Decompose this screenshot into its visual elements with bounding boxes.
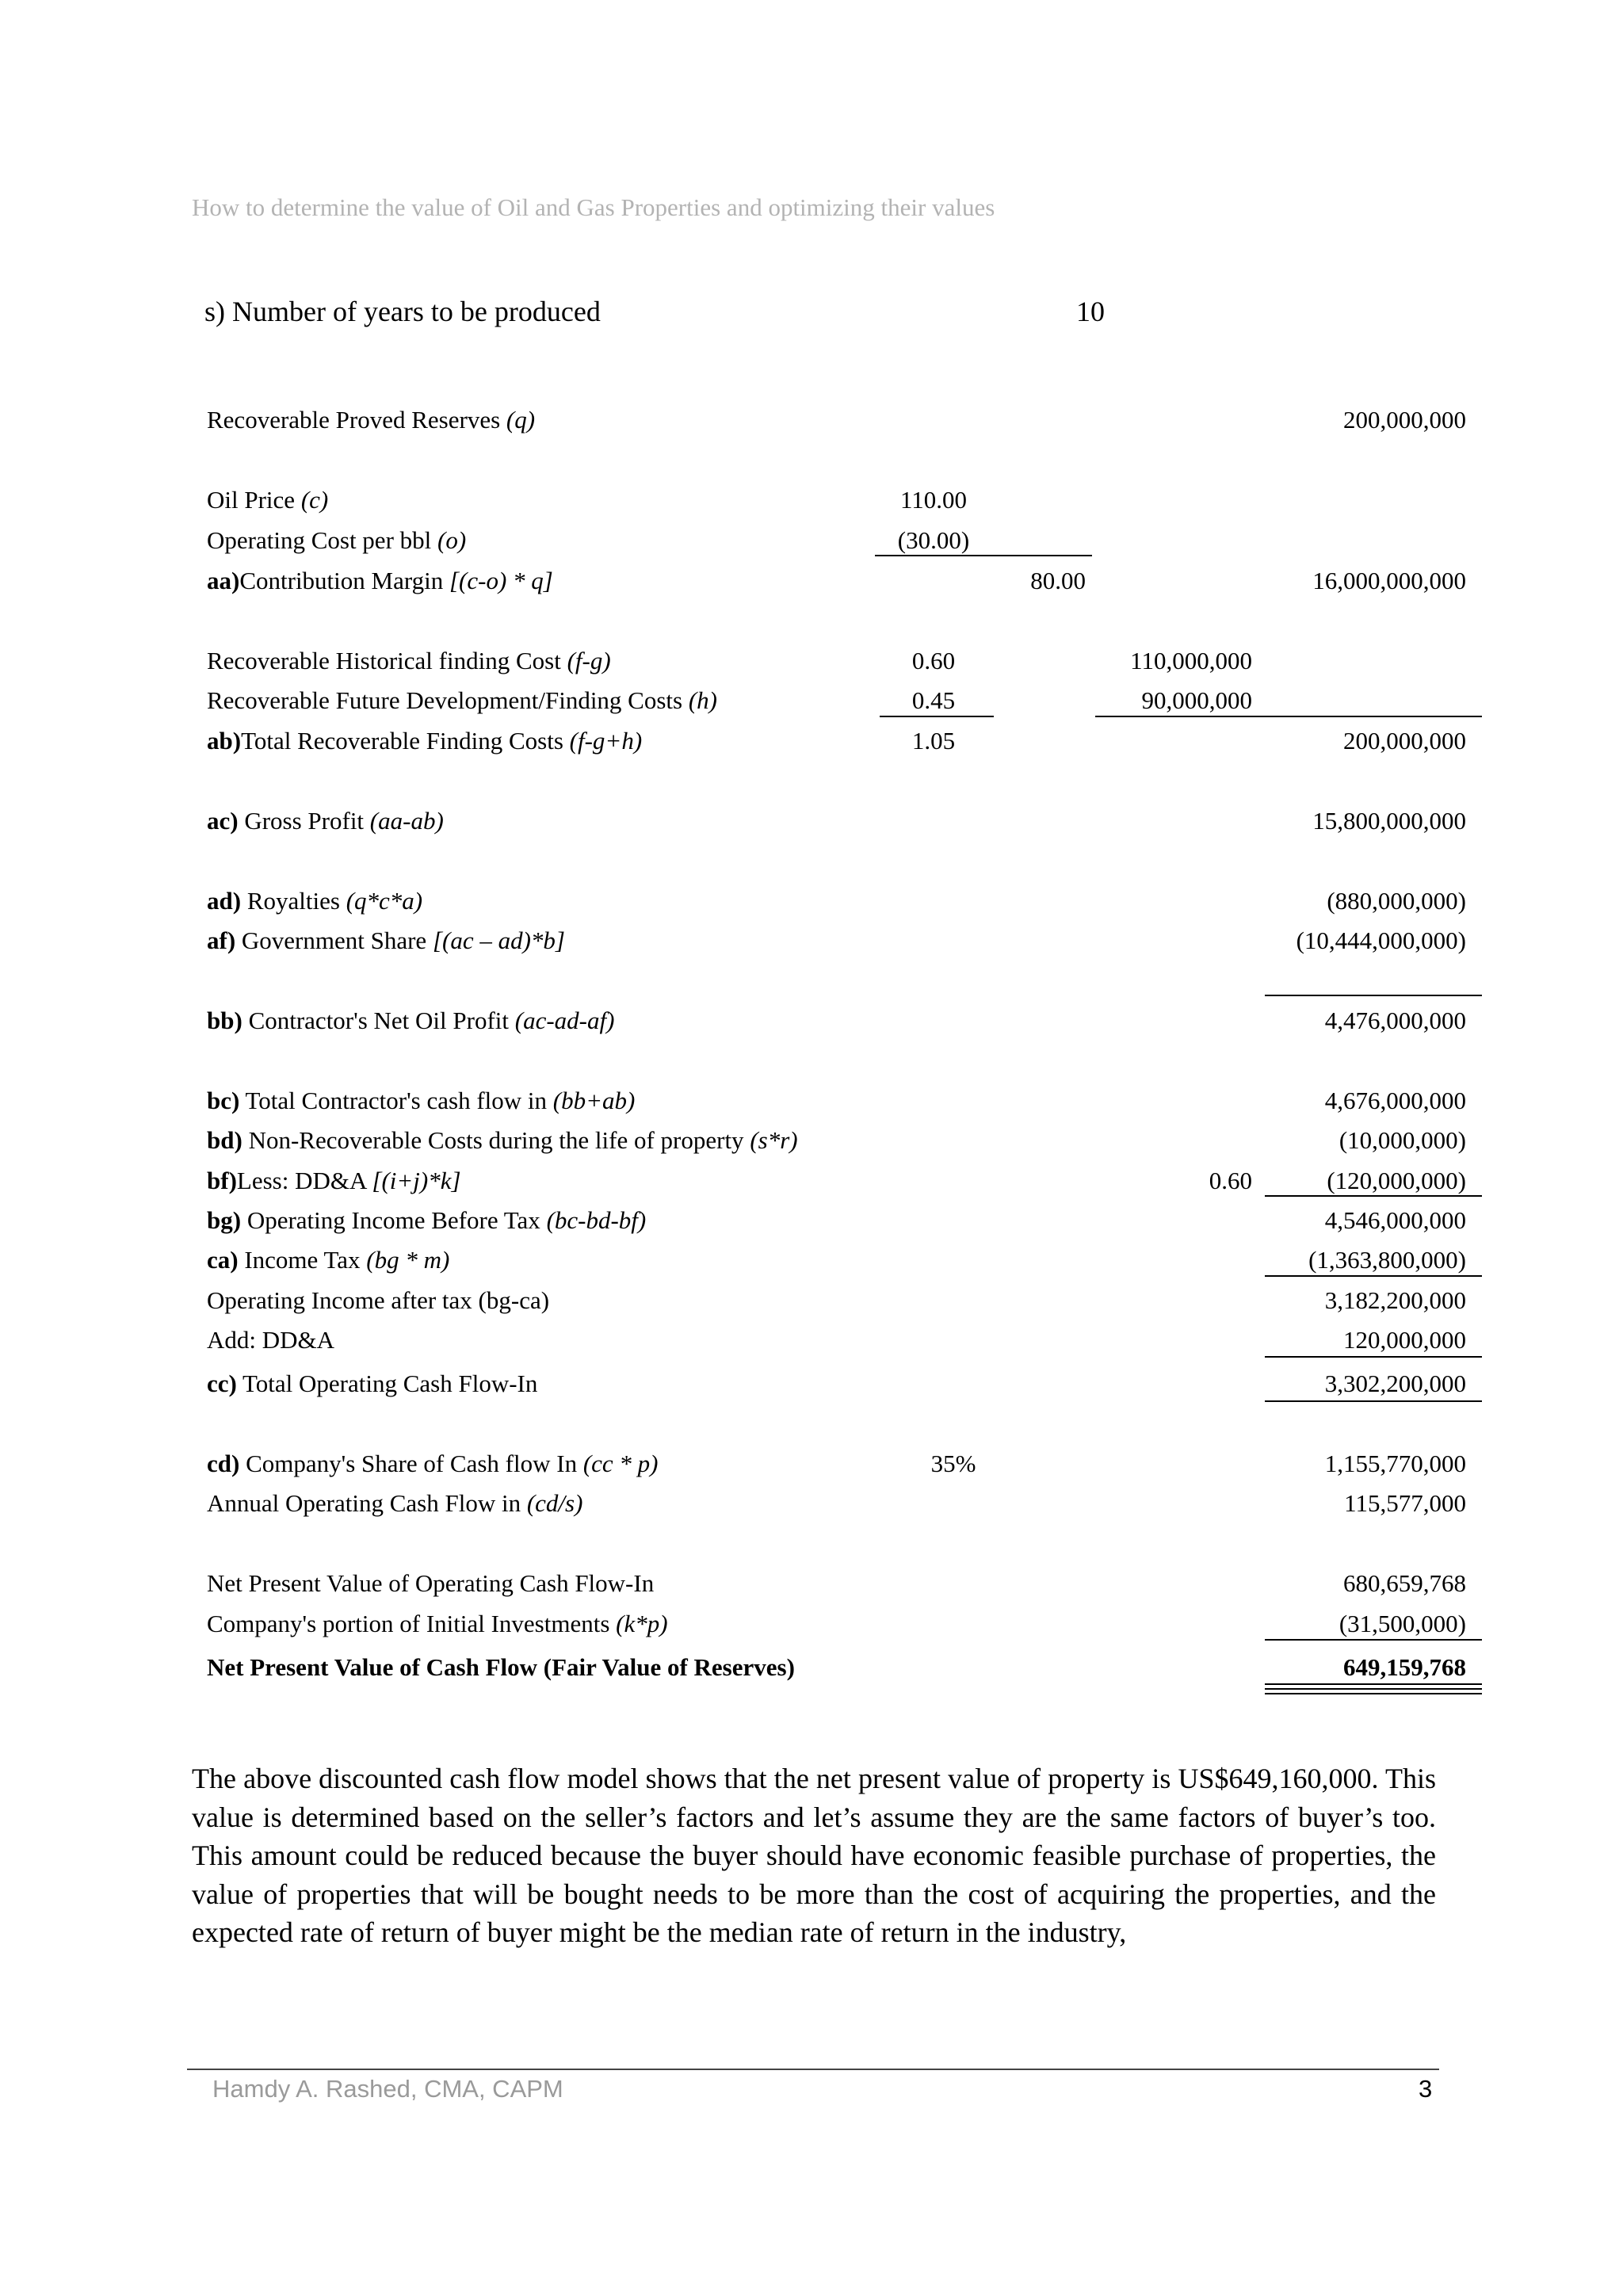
row-contractor-cash-flow: bc) Total Contractor's cash flow in (bb+ab) 4,676,000,000 bbox=[207, 1087, 1466, 1114]
page-number: 3 bbox=[1419, 2075, 1433, 2103]
row-npv-total: Net Present Value of Cash Flow (Fair Value of Reserves) 649,159,768 bbox=[207, 1653, 1466, 1681]
underline bbox=[1095, 716, 1482, 717]
underline bbox=[1265, 1356, 1482, 1358]
row-non-recoverable-costs: bd) Non-Recoverable Costs during the life of property (s*r) (10,000,000) bbox=[207, 1126, 1466, 1154]
underline bbox=[1265, 1400, 1482, 1402]
underline bbox=[1265, 1639, 1482, 1641]
row-contractor-net-profit: bb) Contractor's Net Oil Profit (ac-ad-af) 4,476,000,000 bbox=[207, 1007, 1466, 1034]
row-operating-income-before-tax: bg) Operating Income Before Tax (bc-bd-bf) 4,546,000,000 bbox=[207, 1206, 1466, 1234]
years-label: s) Number of years to be produced bbox=[204, 296, 601, 327]
row-less-dda: bf)Less: DD&A [(i+j)*k] 0.60 (120,000,000) bbox=[207, 1167, 1466, 1194]
row-contribution-margin: aa)Contribution Margin [(c-o) * q] 80.00 16,000,000,000 bbox=[207, 567, 1466, 594]
row-total-finding-costs: ab)Total Recoverable Finding Costs (f-g+h) 1.05 200,000,000 bbox=[207, 727, 1466, 755]
underline bbox=[1265, 1195, 1482, 1197]
footer-rule bbox=[187, 2069, 1439, 2070]
years-value: 10 bbox=[1076, 296, 1105, 327]
row-oil-price: Oil Price (c) 110.00 bbox=[207, 486, 968, 514]
underline bbox=[1265, 995, 1482, 996]
row-npv-operating: Net Present Value of Operating Cash Flow-In 680,659,768 bbox=[207, 1569, 1466, 1597]
row-historical-finding: Recoverable Historical finding Cost (f-g) 0.60 110,000,000 bbox=[207, 647, 1252, 674]
row-total-operating-cash-flow: cc) Total Operating Cash Flow-In 3,302,200,000 bbox=[207, 1370, 1466, 1397]
row-operating-cost: Operating Cost per bbl (o) (30.00) bbox=[207, 526, 970, 554]
row-annual-cash-flow: Annual Operating Cash Flow in (cd/s) 115,577,000 bbox=[207, 1489, 1466, 1517]
body-paragraph: The above discounted cash flow model shows that the net present value of property is US$649,160,000. This value is determined based on the seller’s factors and let’s assume they are the same factors of buyer’s too. This amount could be reduced because the buyer should have economic feasible purchase of properties, the value of properties that will be bought needs to be more than the cost of acquiring the properties, and the expected rate of return of buyer might be the median rate of return in the industry, bbox=[192, 1763, 1436, 1948]
row-income-after-tax: Operating Income after tax (bg-ca) 3,182,200,000 bbox=[207, 1286, 1466, 1314]
double-underline bbox=[1265, 1688, 1482, 1694]
row-reserves: Recoverable Proved Reserves (q) 200,000,000 bbox=[207, 406, 1466, 434]
underline bbox=[875, 555, 1092, 556]
row-gross-profit: ac) Gross Profit (aa-ab) 15,800,000,000 bbox=[207, 807, 1466, 835]
footer-author: Hamdy A. Rashed, CMA, CAPM bbox=[212, 2075, 563, 2103]
underline bbox=[1265, 1275, 1482, 1277]
row-initial-investments: Company's portion of Initial Investments (k*p) (31,500,000) bbox=[207, 1610, 1466, 1637]
underline bbox=[1265, 1683, 1482, 1685]
row-income-tax: ca) Income Tax (bg * m) (1,363,800,000) bbox=[207, 1246, 1466, 1274]
row-company-share: cd) Company's Share of Cash flow In (cc * p) 35% 1,155,770,000 bbox=[207, 1450, 1466, 1477]
underline bbox=[880, 716, 994, 717]
row-future-development: Recoverable Future Development/Finding Costs (h) 0.45 90,000,000 bbox=[207, 686, 1252, 714]
row-add-dda: Add: DD&A 120,000,000 bbox=[207, 1326, 1466, 1354]
running-header: How to determine the value of Oil and Gas Properties and optimizing their values bbox=[192, 193, 995, 221]
row-royalties: ad) Royalties (q*c*a) (880,000,000) bbox=[207, 887, 1466, 915]
row-government-share: af) Government Share [(ac – ad)*b] (10,444,000,000) bbox=[207, 926, 1466, 954]
